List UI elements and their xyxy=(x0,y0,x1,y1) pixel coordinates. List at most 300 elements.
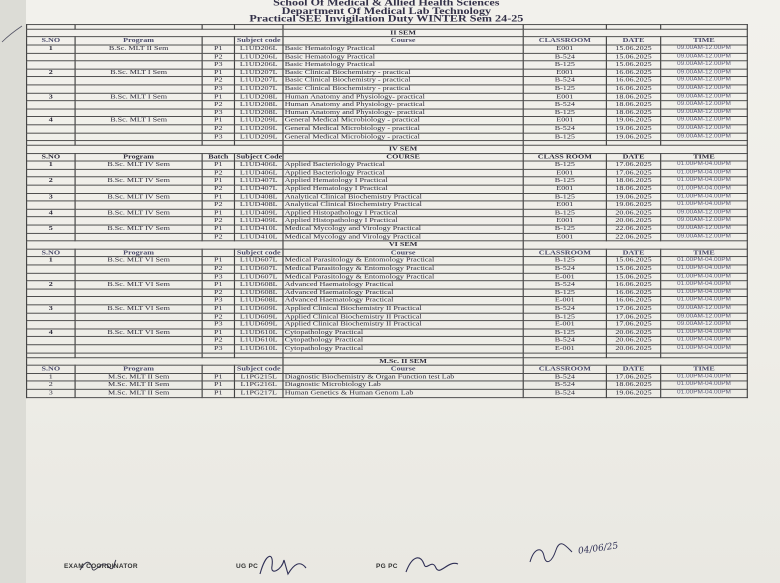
invigilation-table xyxy=(26,24,748,398)
cell-batch: P1 xyxy=(202,373,234,381)
exam-coordinator-label: EXAM COORDINATOR xyxy=(64,563,138,570)
cell-classroom: B-125 xyxy=(523,177,606,185)
table-row xyxy=(27,161,748,169)
cell-course: Applied Bacteriology Practical xyxy=(283,169,523,177)
table-row xyxy=(27,313,748,321)
cell-subject-code: L1UD409L xyxy=(234,209,283,217)
cell-subject-code: L1UD208L xyxy=(234,109,283,117)
cell-program: B.Sc. MLT VI Sem xyxy=(75,305,202,313)
document-page xyxy=(26,0,780,583)
cell-subject-code: L1UD208L xyxy=(234,93,283,101)
column-header-row xyxy=(27,365,748,373)
cell-course: Analytical Clinical Biochemistry Practical xyxy=(283,193,523,201)
table-row xyxy=(27,297,748,305)
cell-date: 16.06.2025 xyxy=(606,289,660,297)
cell-classroom: B-524 xyxy=(523,265,606,273)
cell-course: Diagnostic Microbiology Lab xyxy=(283,381,523,389)
section-title-row xyxy=(27,29,748,37)
cell-sno: 4 xyxy=(27,329,76,337)
cell-course: Basic Hematology Practical xyxy=(283,61,523,69)
table-row xyxy=(27,217,748,225)
cell-program: B.Sc. MLT VI Sem xyxy=(75,281,202,289)
cell-time: 09.00AM-12.00PM xyxy=(661,209,748,217)
cell-sno: 1 xyxy=(27,161,76,169)
cell-subject-code: L1UD610L xyxy=(234,345,283,353)
cell-batch: P1 xyxy=(202,305,234,313)
section-title-blank xyxy=(523,29,747,37)
header-subject-code: Subject code xyxy=(234,37,283,45)
cell-time: 09.00AM-12.00PM xyxy=(661,61,748,69)
cell-course: Basic Clinical Biochemistry - practical xyxy=(283,77,523,85)
cell-sno: 1 xyxy=(27,373,76,381)
cell-batch: P1 xyxy=(202,117,234,125)
cell-subject-code: L1UD206L xyxy=(234,45,283,53)
table-row xyxy=(27,265,748,273)
cell-time: 01.00PM-04.00PM xyxy=(661,337,748,345)
cell-sno: 1 xyxy=(27,45,76,53)
margin-pen-mark xyxy=(0,24,24,44)
cell-sno xyxy=(27,289,76,297)
cell-sno xyxy=(27,77,76,85)
cell-subject-code: L1PG217L xyxy=(234,389,283,397)
cell-date: 19.06.2025 xyxy=(606,117,660,125)
cell-course: Basic Hematology Practical xyxy=(283,45,523,53)
header-course: Course xyxy=(283,365,523,373)
header-batch: Batch xyxy=(202,153,234,161)
header-classroom: CLASSROOM xyxy=(523,37,606,45)
cell-sno xyxy=(27,125,76,133)
cell-sno: 3 xyxy=(27,305,76,313)
column-header-row xyxy=(27,153,748,161)
cell-sno xyxy=(27,101,76,109)
cell-batch: P2 xyxy=(202,265,234,273)
header-classroom: CLASSROOM xyxy=(523,249,606,257)
cell-subject-code: L1UD607L xyxy=(234,257,283,265)
header-batch xyxy=(202,37,234,45)
cell-date: 17.06.2025 xyxy=(606,161,660,169)
cell-program: B.Sc. MLT VI Sem xyxy=(75,257,202,265)
cell-program xyxy=(75,337,202,345)
cell-batch: P1 xyxy=(202,209,234,217)
cell-time: 09.00AM-12.00PM xyxy=(661,225,748,233)
cell-date: 22.06.2025 xyxy=(606,225,660,233)
cell-time: 01.00PM-04.00PM xyxy=(661,345,748,353)
cell-program xyxy=(75,61,202,69)
cell-time: 09.00AM-12.00PM xyxy=(661,305,748,313)
cell-time: 01.00PM-04.00PM xyxy=(661,281,748,289)
cell-batch: P1 xyxy=(202,93,234,101)
cell-classroom: B-524 xyxy=(523,101,606,109)
cell-date: 20.06.2025 xyxy=(606,209,660,217)
cell-course: Human Anatomy and Physiology- practical xyxy=(283,109,523,117)
cell-date: 18.06.2025 xyxy=(606,109,660,117)
cell-date: 16.06.2025 xyxy=(606,69,660,77)
header-program: Program xyxy=(75,365,202,373)
cell-date: 16.06.2025 xyxy=(606,297,660,305)
cell-classroom: B-125 xyxy=(523,85,606,93)
cell-time: 09.00AM-12.00PM xyxy=(661,77,748,85)
section-title-blank xyxy=(523,241,747,249)
cell-course: Applied Clinical Biochemistry II Practical xyxy=(283,313,523,321)
table-row xyxy=(27,193,748,201)
cell-subject-code: L1UD609L xyxy=(234,313,283,321)
cell-program: B.Sc. MLT I Sem xyxy=(75,117,202,125)
cell-subject-code: L1UD608L xyxy=(234,289,283,297)
cell-batch: P3 xyxy=(202,85,234,93)
cell-date: 17.06.2025 xyxy=(606,313,660,321)
cell-classroom: E001 xyxy=(523,185,606,193)
cell-time: 09.00AM-12.00PM xyxy=(661,101,748,109)
cell-classroom: E-001 xyxy=(523,321,606,329)
cell-date: 17.06.2025 xyxy=(606,373,660,381)
cell-subject-code: L1UD206L xyxy=(234,61,283,69)
section-title-blank xyxy=(27,29,283,37)
table-row xyxy=(27,117,748,125)
cell-classroom: B-524 xyxy=(523,381,606,389)
cell-sno xyxy=(27,169,76,177)
table-row xyxy=(27,177,748,185)
cell-subject-code: L1UD408L xyxy=(234,193,283,201)
cell-date: 19.06.2025 xyxy=(606,201,660,209)
header-time: TIME xyxy=(661,365,748,373)
table-row xyxy=(27,93,748,101)
cell-sno: 2 xyxy=(27,281,76,289)
cell-subject-code: L1UD609L xyxy=(234,305,283,313)
cell-classroom: E001 xyxy=(523,169,606,177)
cell-subject-code: L1UD410L xyxy=(234,233,283,241)
cell-date: 18.06.2025 xyxy=(606,185,660,193)
cell-course: Advanced Haematology Practical xyxy=(283,297,523,305)
cell-time: 01.00PM-04.00PM xyxy=(661,273,748,281)
cell-sno: 4 xyxy=(27,209,76,217)
cell-classroom: B-524 xyxy=(523,53,606,61)
cell-subject-code: L1UD407L xyxy=(234,185,283,193)
cell-batch: P2 xyxy=(202,169,234,177)
section-title-blank xyxy=(27,145,283,153)
cell-course: General Medical Microbiology - practical xyxy=(283,117,523,125)
cell-sno xyxy=(27,133,76,141)
cell-classroom: B-125 xyxy=(523,193,606,201)
cell-time: 01.00PM-04.00PM xyxy=(661,257,748,265)
table-row xyxy=(27,77,748,85)
cell-time: 01.00PM-04.00PM xyxy=(661,381,748,389)
cell-subject-code: L1UD410L xyxy=(234,225,283,233)
header-date: DATE xyxy=(606,37,660,45)
cell-batch: P1 xyxy=(202,329,234,337)
table-row xyxy=(27,169,748,177)
cell-date: 17.06.2025 xyxy=(606,305,660,313)
table-row xyxy=(27,85,748,93)
section-title-row xyxy=(27,357,748,365)
cell-course: Medical Parasitology & Entomology Practical xyxy=(283,273,523,281)
table-row xyxy=(27,373,748,381)
header-course: Course xyxy=(283,249,523,257)
section-title: II SEM xyxy=(283,29,523,37)
cell-program xyxy=(75,101,202,109)
cell-batch: P1 xyxy=(202,69,234,77)
cell-time: 09.00AM-12.00PM xyxy=(661,233,748,241)
cell-time: 01.00PM-04.00PM xyxy=(661,161,748,169)
cell-classroom: B-524 xyxy=(523,373,606,381)
invigilation-sheet xyxy=(26,0,747,398)
table-row xyxy=(27,273,748,281)
cell-sno xyxy=(27,185,76,193)
cell-batch: P1 xyxy=(202,257,234,265)
cell-date: 20.06.2025 xyxy=(606,217,660,225)
cell-subject-code: L1UD609L xyxy=(234,321,283,329)
cell-time: 01.00PM-04.00PM xyxy=(661,193,748,201)
section-title: M.Sc. II SEM xyxy=(283,357,523,365)
section-title-row xyxy=(27,145,748,153)
cell-program: M.Sc. MLT II Sem xyxy=(75,381,202,389)
cell-date: 20.06.2025 xyxy=(606,329,660,337)
cell-subject-code: L1UD607L xyxy=(234,265,283,273)
cell-classroom: B-524 xyxy=(523,281,606,289)
header-program: Program xyxy=(75,249,202,257)
cell-date: 19.06.2025 xyxy=(606,193,660,201)
cell-program xyxy=(75,201,202,209)
cell-batch: P2 xyxy=(202,101,234,109)
table-row xyxy=(27,305,748,313)
header-batch xyxy=(202,365,234,373)
handwritten-date: 04/06/25 xyxy=(577,541,619,557)
cell-course: Medical Mycology and Virology Practical xyxy=(283,233,523,241)
cell-course: Advanced Haematology Practical xyxy=(283,281,523,289)
cell-time: 09.00AM-12.00PM xyxy=(661,133,748,141)
header-date: DATE xyxy=(606,153,660,161)
cell-program: M.Sc. MLT II Sem xyxy=(75,373,202,381)
cell-time: 09.00AM-12.00PM xyxy=(661,313,748,321)
cell-classroom: E-001 xyxy=(523,273,606,281)
cell-classroom: E001 xyxy=(523,93,606,101)
cell-program: B.Sc. MLT IV Sem xyxy=(75,209,202,217)
cell-date: 18.06.2025 xyxy=(606,93,660,101)
ug-pc-label: UG PC xyxy=(236,563,259,570)
cell-sno xyxy=(27,53,76,61)
cell-classroom: B-125 xyxy=(523,109,606,117)
cell-batch: P1 xyxy=(202,281,234,289)
cell-date: 19.06.2025 xyxy=(606,389,660,397)
cell-course: Applied Histopathology I Practical xyxy=(283,217,523,225)
cell-program xyxy=(75,133,202,141)
header-time: TIME xyxy=(661,249,748,257)
cell-time: 01.00PM-04.00PM xyxy=(661,297,748,305)
cell-sno: 2 xyxy=(27,177,76,185)
cell-sno: 5 xyxy=(27,225,76,233)
cell-batch: P2 xyxy=(202,201,234,209)
cell-subject-code: L1UD408L xyxy=(234,201,283,209)
cell-date: 18.06.2025 xyxy=(606,101,660,109)
cell-program: B.Sc. MLT II Sem xyxy=(75,45,202,53)
cell-subject-code: L1UD209L xyxy=(234,125,283,133)
cell-time: 09.00AM-12.00PM xyxy=(661,53,748,61)
cell-course: Basic Clinical Biochemistry - practical xyxy=(283,69,523,77)
cell-sno xyxy=(27,337,76,345)
cell-classroom: B-125 xyxy=(523,313,606,321)
cell-course: Analytical Clinical Biochemistry Practical xyxy=(283,201,523,209)
cell-time: 09.00AM-12.00PM xyxy=(661,109,748,117)
table-row xyxy=(27,381,748,389)
cell-date: 17.06.2025 xyxy=(606,321,660,329)
cell-classroom: E001 xyxy=(523,233,606,241)
cell-batch: P2 xyxy=(202,313,234,321)
table-row xyxy=(27,233,748,241)
table-row xyxy=(27,201,748,209)
cell-course: Diagnostic Biochemistry & Organ Function test Lab xyxy=(283,373,523,381)
table-row xyxy=(27,329,748,337)
cell-classroom: B-125 xyxy=(523,289,606,297)
table-row xyxy=(27,321,748,329)
table-row xyxy=(27,109,748,117)
cell-time: 09.00AM-12.00PM xyxy=(661,45,748,53)
cell-classroom: E001 xyxy=(523,45,606,53)
cell-time: 01.00PM-04.00PM xyxy=(661,373,748,381)
cell-program xyxy=(75,85,202,93)
cell-course: Human Genetics & Human Genom Lab xyxy=(283,389,523,397)
cell-batch: P2 xyxy=(202,53,234,61)
cell-sno xyxy=(27,61,76,69)
cell-course: Applied Clinical Biochemistry II Practical xyxy=(283,305,523,313)
table-row xyxy=(27,225,748,233)
header-batch xyxy=(202,249,234,257)
cell-sno: 2 xyxy=(27,381,76,389)
cell-subject-code: L1UD208L xyxy=(234,101,283,109)
cell-subject-code: L1UD610L xyxy=(234,329,283,337)
section-title-blank xyxy=(27,241,283,249)
header-date: DATE xyxy=(606,249,660,257)
cell-program xyxy=(75,125,202,133)
table-row xyxy=(27,209,748,217)
cell-program xyxy=(75,289,202,297)
cell-course: General Medical Microbiology - practical xyxy=(283,125,523,133)
cell-classroom: E-001 xyxy=(523,297,606,305)
cell-batch: P3 xyxy=(202,345,234,353)
cell-subject-code: L1UD407L xyxy=(234,177,283,185)
cell-program xyxy=(75,109,202,117)
cell-date: 17.06.2025 xyxy=(606,169,660,177)
cell-batch: P2 xyxy=(202,289,234,297)
section-title-blank xyxy=(27,357,283,365)
table-row xyxy=(27,125,748,133)
cell-program: B.Sc. MLT VI Sem xyxy=(75,329,202,337)
table-row xyxy=(27,337,748,345)
cell-program: B.Sc. MLT IV Sem xyxy=(75,193,202,201)
cell-program: B.Sc. MLT IV Sem xyxy=(75,161,202,169)
cell-sno xyxy=(27,321,76,329)
cell-program: B.Sc. MLT I Sem xyxy=(75,93,202,101)
cell-classroom: E001 xyxy=(523,69,606,77)
cell-course: Basic Hematology Practical xyxy=(283,53,523,61)
cell-time: 01.00PM-04.00PM xyxy=(661,329,748,337)
cell-date: 18.06.2025 xyxy=(606,381,660,389)
cell-batch: P2 xyxy=(202,233,234,241)
cell-date: 18.06.2025 xyxy=(606,177,660,185)
signature-area xyxy=(26,541,780,583)
cell-batch: P2 xyxy=(202,77,234,85)
cell-time: 01.00PM-04.00PM xyxy=(661,389,748,397)
school-name: School Of Medical & Allied Health Sciences xyxy=(273,0,500,9)
cell-subject-code: L1UD206L xyxy=(234,53,283,61)
cell-subject-code: L1UD207L xyxy=(234,85,283,93)
cell-sno xyxy=(27,217,76,225)
cell-time: 09.00AM-12.00PM xyxy=(661,117,748,125)
table-row xyxy=(27,53,748,61)
cell-sno xyxy=(27,273,76,281)
cell-program xyxy=(75,53,202,61)
table-row xyxy=(27,389,748,397)
cell-classroom: B-125 xyxy=(523,329,606,337)
cell-time: 01.00PM-04.00PM xyxy=(661,201,748,209)
cell-batch: P1 xyxy=(202,389,234,397)
cell-program xyxy=(75,217,202,225)
cell-batch: P3 xyxy=(202,61,234,69)
cell-subject-code: L1UD608L xyxy=(234,297,283,305)
cell-sno xyxy=(27,85,76,93)
cell-date: 19.06.2025 xyxy=(606,133,660,141)
header-sno: S.NO xyxy=(27,37,76,45)
cell-subject-code: L1PG215L xyxy=(234,373,283,381)
cell-course: Human Anatomy and Physiology- practical xyxy=(283,101,523,109)
pg-pc-label: PG PC xyxy=(376,563,398,570)
cell-batch: P1 xyxy=(202,225,234,233)
cell-classroom: E001 xyxy=(523,117,606,125)
coordinator-signature xyxy=(78,556,118,574)
cell-classroom: E001 xyxy=(523,217,606,225)
cell-subject-code: L1UD209L xyxy=(234,117,283,125)
cell-program xyxy=(75,313,202,321)
cell-program xyxy=(75,233,202,241)
cell-program: B.Sc. MLT IV Sem xyxy=(75,177,202,185)
cell-sno: 3 xyxy=(27,193,76,201)
section-title-blank xyxy=(523,357,747,365)
header-course: COURSE xyxy=(283,153,523,161)
cell-subject-code: L1UD209L xyxy=(234,133,283,141)
cell-subject-code: L1PG216L xyxy=(234,381,283,389)
cell-batch: P3 xyxy=(202,321,234,329)
header-date: DATE xyxy=(606,365,660,373)
cell-date: 16.06.2025 xyxy=(606,77,660,85)
cell-classroom: B-524 xyxy=(523,389,606,397)
cell-sno: 1 xyxy=(27,257,76,265)
cell-course: Medical Parasitology & Entomology Practical xyxy=(283,257,523,265)
header-sno: S.NO xyxy=(27,365,76,373)
cell-classroom: B-125 xyxy=(523,61,606,69)
cell-program xyxy=(75,297,202,305)
cell-program xyxy=(75,265,202,273)
cell-course: Basic Clinical Biochemistry - practical xyxy=(283,85,523,93)
cell-subject-code: L1UD607L xyxy=(234,273,283,281)
header-program: Program xyxy=(75,153,202,161)
cell-course: Cytopathology Practical xyxy=(283,329,523,337)
cell-date: 15.06.2025 xyxy=(606,45,660,53)
header-time: TIME xyxy=(661,153,748,161)
cell-program xyxy=(75,273,202,281)
pg-pc-signature xyxy=(402,550,462,580)
cell-date: 22.06.2025 xyxy=(606,233,660,241)
table-row xyxy=(27,61,748,69)
header-program: Program xyxy=(75,37,202,45)
cell-course: General Medical Microbiology - practical xyxy=(283,133,523,141)
cell-batch: P3 xyxy=(202,297,234,305)
header-sno: S.NO xyxy=(27,153,76,161)
cell-classroom: B-125 xyxy=(523,133,606,141)
table-row xyxy=(27,281,748,289)
cell-batch: P3 xyxy=(202,273,234,281)
cell-time: 01.00PM-04.00PM xyxy=(661,177,748,185)
department-name: Department Of Medical Lab Technology xyxy=(281,6,492,17)
cell-sno xyxy=(27,233,76,241)
cell-sno xyxy=(27,109,76,117)
